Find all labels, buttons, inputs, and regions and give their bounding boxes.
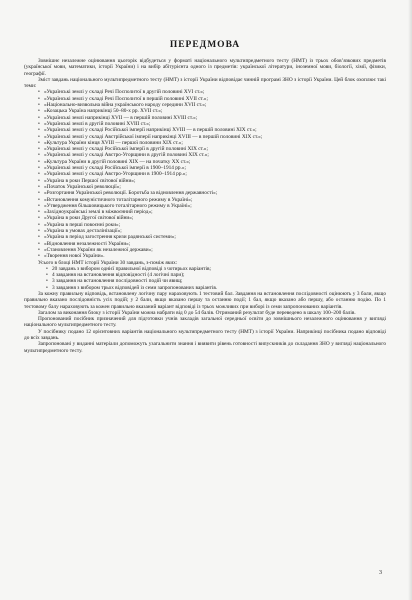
topic-item: • «Утвердження більшовицького тоталітарного режиму в Україні»;	[38, 203, 386, 209]
task-type-item: • 4 завдання на встановлення відповідності (4 логічні пари);	[46, 272, 386, 278]
topic-item: • «Початок Української революції»;	[38, 184, 386, 190]
topic-item: • «Україна в роки Першої світової війни»;	[38, 178, 386, 184]
topic-item: • «Українські землі у складі Російської імперії в 1900–1914 рр.»;	[38, 165, 386, 171]
intro-paragraph: Зовнішнє незалежне оцінювання цьогорік відбудеться у форматі національного мультипредметного тесту (НМТ) із трьох обов’язкових предметів (української мови, математики, історії України) і на вибір абітурієнта одного із предметів: української літератури, іноземної мови, біології, хімії, фізики, географії.	[24, 58, 386, 77]
variants-paragraph: У посібнику подано 12 орієнтовних варіантів національного мультипредметного тесту (НМТ) з історії України. Наприкінці посібника подано відповіді до всіх завдань.	[24, 328, 386, 342]
topic-item: • «Українські землі в другій половині XVIII ст.»;	[38, 121, 386, 127]
topic-item: • «Козацька Україна наприкінці 50–80-х рр. XVII ст.»;	[38, 108, 386, 114]
topic-item: • «Україна в період загострення кризи радянської системи»;	[38, 234, 386, 240]
topic-item: • «Українські землі у складі Російської імперії в другій половині XIX ст.»;	[38, 146, 386, 152]
topics-list	[24, 89, 386, 259]
page-title: ПЕРЕДМОВА	[169, 40, 241, 50]
topic-item: • «Українські землі у складі Австро-Угорщини в другій половині XIX ст.»;	[38, 152, 386, 158]
task-type-item: • 3 завдання з вибором трьох відповідей із семи запропонованих варіантів.	[46, 285, 386, 291]
topic-item: • «Українські землі у складі Речі Посполитої в другій половині XVI ст.»;	[38, 89, 386, 95]
topic-item: • «Українські землі у складі Австрійської імперії наприкінці XVIII — в першій половині XIX ст.»;	[38, 134, 386, 140]
topic-item: • «Розгортання Української революції. Боротьба за відновлення державності»;	[38, 190, 386, 196]
page-number: 3	[379, 570, 382, 576]
total-paragraph: Загалом за виконання блоку з історії України можна набрати від 0 до 54 балів. Отриманий результат буде переведено в шкалу 100–200 балів.	[38, 309, 356, 316]
topic-item: • «Західноукраїнські землі в міжвоєнний період»;	[38, 209, 386, 215]
purpose-paragraph: Пропонований посібник призначений для підготовки учнів закладів загальної середньої освіти до зовнішнього незалежного оцінювання у вигляді національного мультипредметного тесту.	[24, 316, 386, 329]
tasks-list	[24, 266, 386, 291]
tasks-intro-paragraph: Усього в блоці НМТ історії України 30 завдань, з-поміж яких:	[38, 259, 178, 266]
topic-item: • «Україна в роки Другої світової війни»;	[38, 215, 386, 221]
topic-item: • «Українські землі у складі Російської імперії наприкінці XVIII — в першій половині XIX ст.»;	[38, 127, 386, 133]
topic-item: • «Національно-визвольна війна українського народу середини XVII ст.»;	[38, 102, 386, 108]
task-type-item: • 20 завдань з вибором однієї правильної відповіді з чотирьох варіантів;	[46, 266, 386, 272]
topic-item: • «Українські землі наприкінці XVII — в першій половині XVIII ст.»;	[38, 115, 386, 121]
content-intro-paragraph: Зміст завдань національного мультипредметного тесту (НМТ) з історії України відповідає чинній програмі ЗНО з історії України. Цей блок охоплює такі теми:	[24, 76, 386, 90]
topic-item: • «Культура України кінця XVIII — першої половини XIX ст.»;	[38, 140, 386, 146]
topic-item: • «Україна в умовах десталінізації»;	[38, 228, 386, 234]
task-type-item: • 3 завдання на встановлення послідовності подій чи явищ;	[46, 278, 386, 284]
topic-item: • «Українські землі у складі Речі Посполитої в першій половині XVII ст.»;	[38, 96, 386, 102]
topic-item: • «Культура України в другій половині XIX — на початку XX ст.»;	[38, 159, 386, 165]
topic-item: • «Встановлення комуністичного тоталітарного режиму в Україні»;	[38, 197, 386, 203]
topic-item: • «Українські землі у складі Австро-Угорщини в 1900–1914 рр.»;	[38, 171, 386, 177]
topic-item: • «Відновлення незалежності України»;	[38, 241, 386, 247]
topic-item: • «Творення нової України».	[38, 253, 386, 259]
scoring-paragraph: За кожну правильну відповідь, встановлену логічну пару нараховують 1 тестовий бал. Завдання на встановлення послідовності оцінюють у 3 бали, якщо правильно вказано послідовність усіх подій; у 2 бали, якщо вказано першу та останню події; 1 бал, якщо вказано або першу, або останню подію. По 1 тестовому балу нараховують за кожен правильно вказаний варіант відповіді із трьох можливих при виборі із семи запропонованих варіантів.	[24, 290, 386, 310]
closing-paragraph: Запропоновані у виданні матеріали допоможуть узагальнити знання і виявити рівень готовності випускників до складання ЗНО у вигляді національного мультипредметного тесту.	[24, 341, 386, 354]
topic-item: • «Становлення України як незалежної держави»;	[38, 247, 386, 253]
topic-item: • «Україна в перші повоєнні роки»;	[38, 222, 386, 228]
